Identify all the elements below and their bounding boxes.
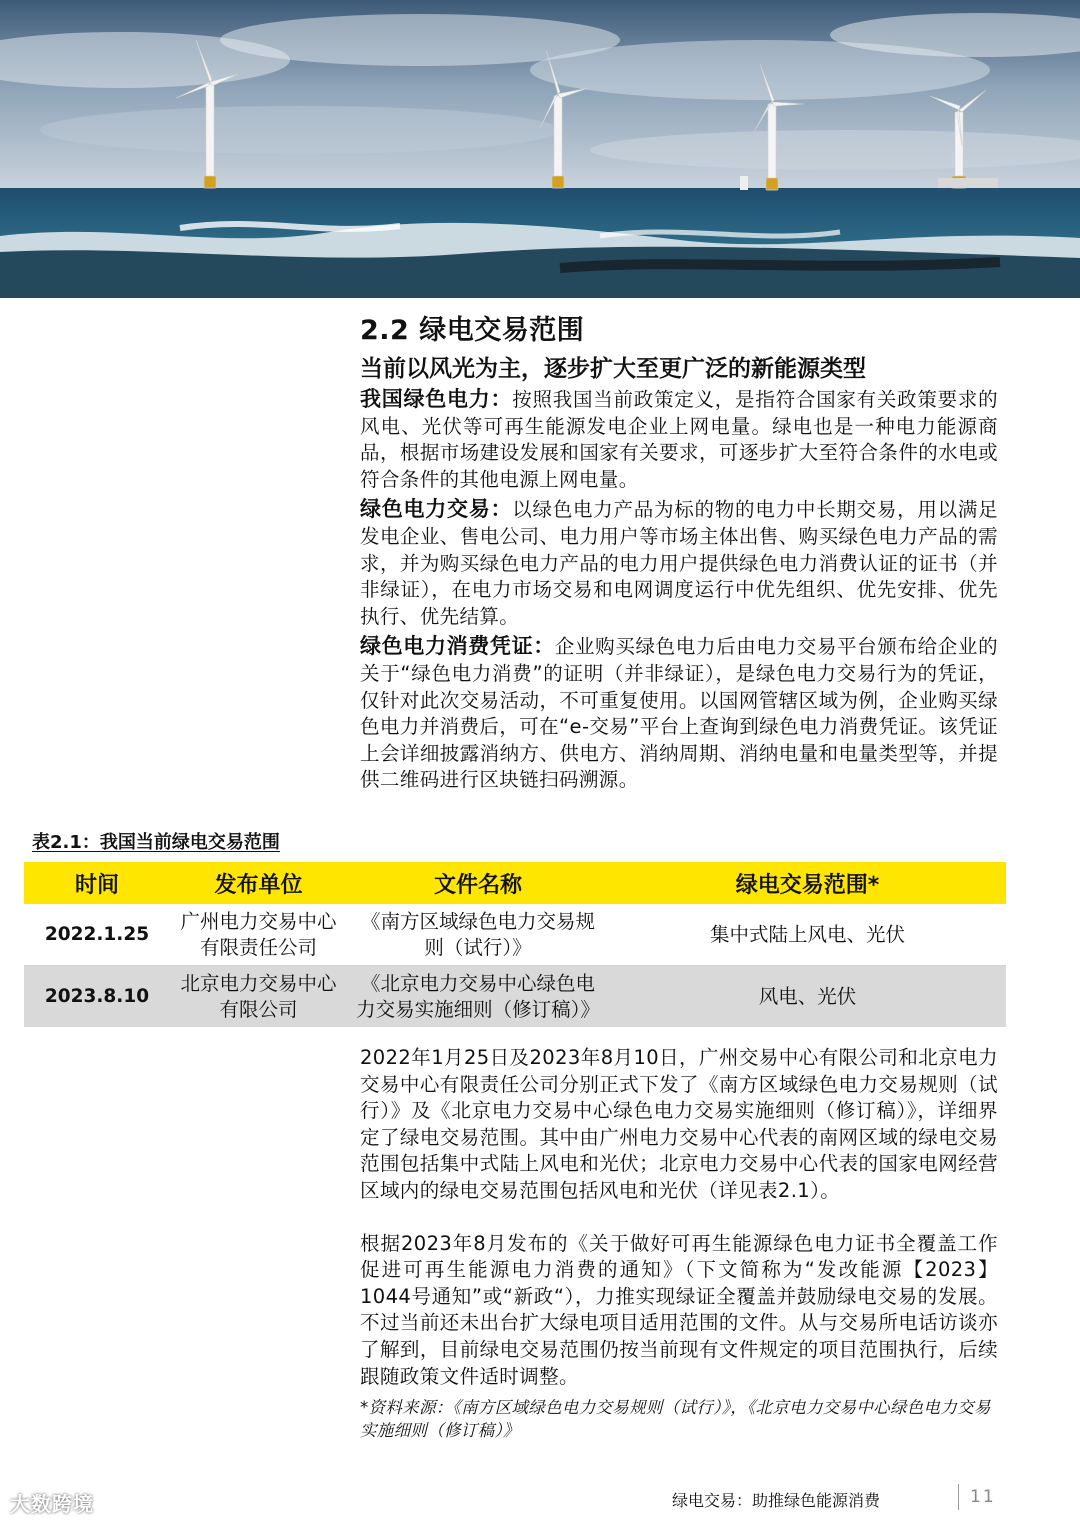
table-row <box>24 966 1006 1028</box>
body-paragraph: 2022年1月25日及2023年8月10日，广州交易中心有限公司和北京电力交易中心有限责任公司分别正式下发了《南方区域绿色电力交易规则（试行）》及《北京电力交易中心绿色电力交易实施细则（修订稿）》，详细界定了绿电交易范围。其中由广州电力交易中心代表的南网区域的绿电交易范围包括集中式陆上风电和光伏；北京电力交易中心代表的国家电网经营区域内的绿电交易范围包括风电和光伏（详见表2.1）。 <box>360 1046 998 1202</box>
column-header-time: 时间 <box>24 862 170 904</box>
table-header-row <box>24 862 1006 904</box>
body-text <box>358 1045 998 1442</box>
column-header-document: 文件名称 <box>347 862 609 904</box>
green-power-scope-table <box>24 862 1006 1027</box>
body-paragraph: 根据2023年8月发布的《关于做好可再生能源绿色电力证书全覆盖工作 促进可再生能源电力消费的通知》（下文简称为“发改能源【2023】1044号通知”或“新政“），力推实现绿证全覆盖并鼓励绿电交易的发展。不过当前还未出台扩大绿电项目适用范围的文件。从与交易所电话访谈亦了解到，目前绿电交易范围仍按当前现有文件规定的项目范围执行，后续跟随政策文件适时调整。 <box>360 1231 998 1388</box>
definition-term: 我国绿色电力： <box>360 387 513 411</box>
cell-publisher: 广州电力交易中心有限责任公司 <box>170 904 347 966</box>
table-caption: 表2.1：我国当前绿电交易范围 <box>32 832 280 853</box>
section-subtitle: 当前以风光为主，逐步扩大至更广泛的新能源类型 <box>360 356 866 382</box>
definition-term: 绿色电力交易： <box>360 497 513 522</box>
cell-date: 2023.8.10 <box>24 966 170 1028</box>
cell-publisher: 北京电力交易中心有限公司 <box>170 966 347 1028</box>
definition-text: 以绿色电力产品为标的物的电力中长期交易，用以满足发电企业、售电公司、电力用户等市场主体出售、购买绿色电力产品的需求，并为购买绿色电力产品的电力用户提供绿色电力消费认证的证书（并非绿证），在电力市场交易和电网调度运行中优先组织、优先安排、优先执行、优先结算。 <box>360 498 998 628</box>
definition-text: 按照我国当前政策定义，是指符合国家有关政策要求的风电、光伏等可再生能源发电企业上网电量。绿电也是一种电力能源商品，根据市场建设发展和国家有关要求，可逐步扩大至符合条件的水电或符合条件的其他电源上网电量。 <box>360 388 998 491</box>
cell-scope: 集中式陆上风电、光伏 <box>609 904 1006 966</box>
cell-document: 《南方区域绿色电力交易规则（试行）》 <box>347 904 609 966</box>
table-row <box>24 904 1006 966</box>
cell-document: 《北京电力交易中心绿色电力交易实施细则（修订稿）》 <box>347 966 609 1028</box>
page-number: 11 <box>970 1487 996 1507</box>
definition-text: 企业购买绿色电力后由电力交易平台颁布给企业的关于“绿色电力消费”的证明（并非绿证），是绿色电力交易行为的凭证，仅针对此次交易活动，不可重复使用。以国网管辖区域为例，企业购买绿色电力并消费后，可在“e-交易”平台上查询到绿色电力消费凭证。该凭证上会详细披露消纳方、供电方、消纳周期、消纳电量和电量类型等，并提供二维码进行区块链扫码溯源。 <box>360 635 998 792</box>
wind-turbine-seascape-illustration <box>0 0 1080 298</box>
footer-title: 绿电交易：助推绿色能源消费 <box>672 1491 881 1510</box>
column-header-scope: 绿电交易范围* <box>609 862 1006 904</box>
definition-consumption-certificate <box>360 633 998 794</box>
definition-green-power-trading <box>360 496 998 630</box>
footer-divider <box>958 1484 959 1510</box>
cell-date: 2022.1.25 <box>24 904 170 966</box>
watermark-logo: 大数跨境 <box>10 1492 94 1516</box>
cell-scope: 风电、光伏 <box>609 966 1006 1028</box>
definition-term: 绿色电力消费凭证： <box>360 634 555 659</box>
column-header-publisher: 发布单位 <box>170 862 347 904</box>
hero-photo-offshore-wind <box>0 0 1080 298</box>
definition-green-power <box>360 386 998 493</box>
source-note: *资料来源：《南方区域绿色电力交易规则（试行）》，《北京电力交易中心绿色电力交易实施细则（修订稿）》 <box>360 1398 991 1441</box>
section-green-power-scope <box>358 312 998 797</box>
section-title: 2.2 绿电交易范围 <box>360 315 585 346</box>
